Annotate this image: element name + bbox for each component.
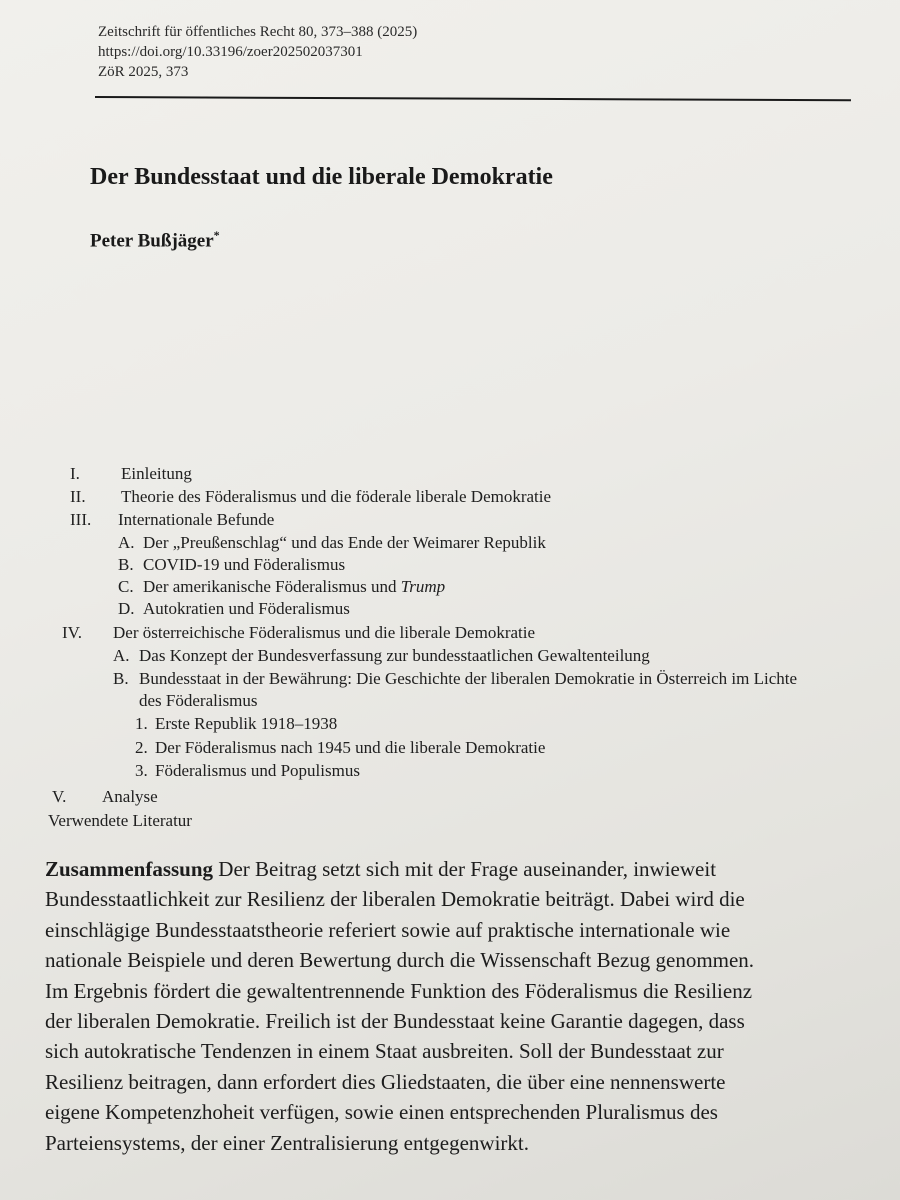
toc-entry xyxy=(113,668,797,690)
toc-entry-title: Einleitung xyxy=(121,464,192,483)
journal-header xyxy=(98,22,417,82)
toc-entry xyxy=(118,598,350,620)
journal-doi[interactable]: https://doi.org/10.33196/zoer202502037301 xyxy=(98,44,363,60)
toc-entry-number: 1. xyxy=(135,714,148,733)
toc-entry-title: Der Föderalismus nach 1945 und die liberale Demokratie xyxy=(155,738,546,757)
abstract-line: eigene Kompetenzhoheit verfügen, sowie einen entsprechenden Pluralismus des xyxy=(45,1100,718,1125)
toc-entry xyxy=(118,532,546,554)
abstract-line xyxy=(45,854,900,884)
toc-entry-number: A. xyxy=(118,533,135,552)
toc-entry-number: 3. xyxy=(135,761,148,780)
author-footnote-mark: * xyxy=(213,228,220,242)
abstract-line: der liberalen Demokratie. Freilich ist der Bundesstaat keine Garantie dagegen, dass xyxy=(45,1009,745,1034)
toc-entry-title-italic: Trump xyxy=(400,577,446,596)
toc-entry-number: II. xyxy=(70,487,86,506)
toc-entry-number: B. xyxy=(113,669,129,688)
abstract-text: Der Beitrag setzt sich mit der Frage auseinander, inwieweit xyxy=(213,857,717,881)
toc-entry xyxy=(70,509,274,531)
abstract-line: Resilienz beitragen, dann erfordert dies Gliedstaaten, die über eine nennenswerte xyxy=(45,1069,726,1094)
toc-entry xyxy=(118,576,445,598)
toc-entry-title: des Föderalismus xyxy=(139,691,258,710)
toc-entry-number: IV. xyxy=(62,623,82,642)
article-author xyxy=(90,228,220,252)
toc-entry-title: Theorie des Föderalismus und die föderale liberale Demokratie xyxy=(121,487,552,506)
toc-entry-number: I. xyxy=(70,464,80,483)
toc-entry-title: COVID-19 und Föderalismus xyxy=(143,555,346,574)
abstract-line: nationale Beispiele und deren Bewertung durch die Wissenschaft Bezug genommen. xyxy=(45,948,755,973)
toc-entry-number: 2. xyxy=(135,738,148,757)
toc-entry-number: B. xyxy=(118,555,134,574)
toc-entry-title: Der amerikanische Föderalismus und xyxy=(143,577,401,596)
toc-entry-number: C. xyxy=(118,577,134,596)
toc-entry xyxy=(113,645,650,667)
toc-entry-title: Verwendete Literatur xyxy=(48,811,192,830)
toc-entry-number: D. xyxy=(118,599,135,618)
toc-entry-number: A. xyxy=(113,646,130,665)
header-rule xyxy=(95,96,851,101)
toc-entry-title: Autokratien und Föderalismus xyxy=(143,599,350,618)
abstract-line: einschlägige Bundesstaatstheorie referiert sowie auf praktische internationale wie xyxy=(45,917,731,942)
journal-citation: Zeitschrift für öffentliches Recht 80, 373–388 (2025) xyxy=(98,24,418,40)
toc-entry-title: Internationale Befunde xyxy=(118,510,275,529)
toc-entry-title: Analyse xyxy=(102,787,158,806)
toc-entry xyxy=(135,760,360,782)
toc-entry-number: V. xyxy=(52,787,67,806)
toc-entry xyxy=(135,713,337,735)
toc-entry-title: Bundesstaat in der Bewährung: Die Geschichte der liberalen Demokratie in Österreich im Lichte xyxy=(139,669,798,688)
toc-entry xyxy=(52,786,158,808)
author-name: Peter Bußjäger xyxy=(90,230,214,252)
toc-entry-title: Föderalismus und Populismus xyxy=(155,761,360,780)
toc-entry xyxy=(139,690,258,712)
toc-entry-title: Das Konzept der Bundesverfassung zur bundesstaatlichen Gewaltenteilung xyxy=(139,646,650,665)
toc-entry xyxy=(62,622,535,644)
article-title: Der Bundesstaat und die liberale Demokratie xyxy=(90,164,553,190)
toc-entry xyxy=(48,810,192,832)
toc-entry-title: Erste Republik 1918–1938 xyxy=(155,714,338,733)
abstract xyxy=(45,854,900,1158)
toc-entry xyxy=(135,737,545,759)
toc-entry-title: Der „Preußenschlag“ und das Ende der Weimarer Republik xyxy=(143,533,546,552)
toc-entry xyxy=(70,463,192,485)
journal-short-ref: ZöR 2025, 373 xyxy=(98,64,189,80)
toc-entry-title: Der österreichische Föderalismus und die liberale Demokratie xyxy=(113,623,536,642)
abstract-line: Im Ergebnis fördert die gewaltentrennende Funktion des Föderalismus die Resilienz xyxy=(45,978,753,1003)
abstract-line: sich autokratische Tendenzen in einem Staat ausbreiten. Soll der Bundesstaat zur xyxy=(45,1039,724,1064)
abstract-heading: Zusammenfassung xyxy=(45,857,214,881)
toc-entry xyxy=(70,486,551,508)
abstract-line: Parteiensystems, der einer Zentralisierung entgegenwirkt. xyxy=(45,1130,530,1155)
abstract-line: Bundesstaatlichkeit zur Resilienz der liberalen Demokratie beiträgt. Dabei wird die xyxy=(45,887,745,912)
toc-entry-number: III. xyxy=(70,510,92,529)
toc-entry xyxy=(118,554,345,576)
